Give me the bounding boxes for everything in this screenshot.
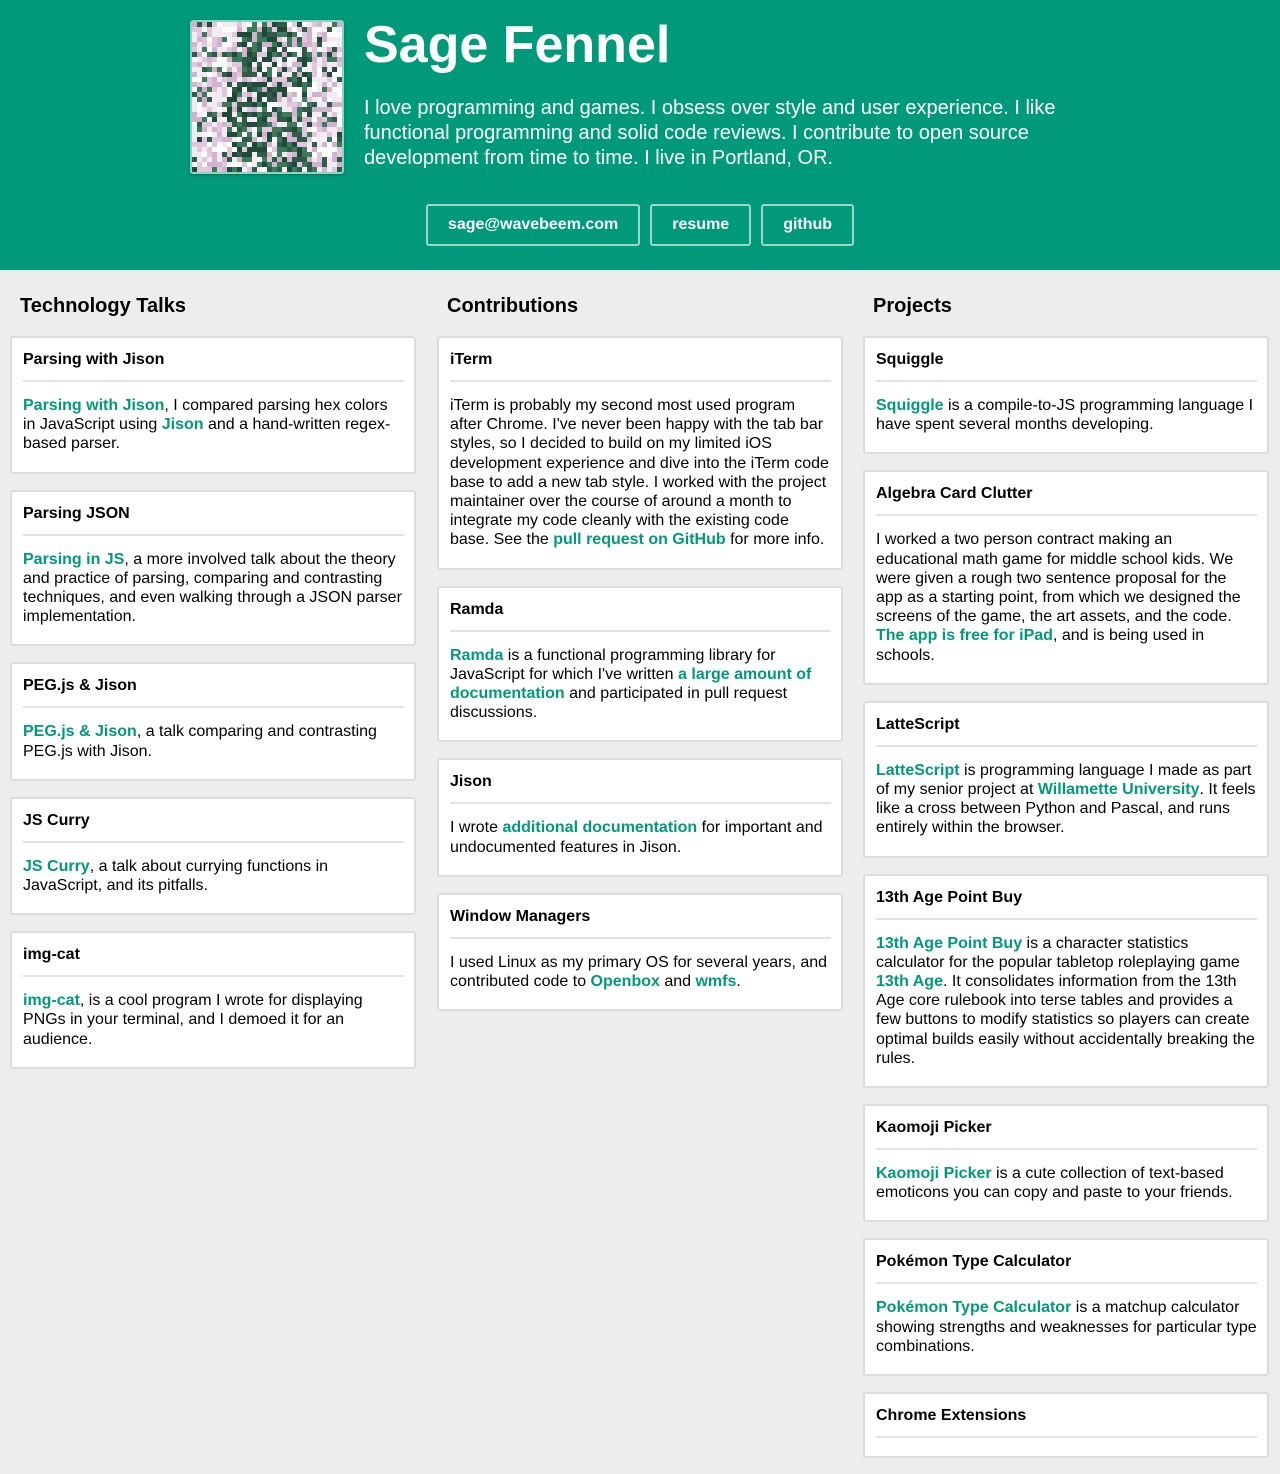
card-title: 13th Age Point Buy — [876, 888, 1257, 920]
card-description — [23, 550, 404, 627]
card-description — [876, 396, 1257, 434]
card-algebra-card-clutter — [863, 470, 1269, 684]
column-title: Projects — [873, 295, 952, 317]
card-link[interactable]: Willamette University — [1037, 781, 1200, 799]
card-title: Algebra Card Clutter — [876, 484, 1257, 516]
card-title: Ramda — [450, 600, 831, 632]
card-link[interactable]: 13th Age — [876, 973, 943, 991]
card-text: , a talk about currying functions in JavaScript, and its pitfalls. — [23, 857, 329, 895]
card-link[interactable]: pull request on GitHub — [553, 531, 726, 549]
card-parsing-json — [10, 490, 416, 647]
column-title: Contributions — [447, 295, 579, 317]
card-link[interactable]: Parsing with Jison — [23, 397, 165, 414]
card-link[interactable]: a large amount of documentation — [450, 665, 812, 703]
card-description — [450, 818, 831, 856]
card-text: and — [659, 973, 696, 991]
card-text: , and is being used in schools. — [876, 627, 1205, 664]
card-title: Kaomoji Picker — [876, 1118, 1257, 1150]
card-ramda — [437, 586, 843, 743]
card-peg-js-jison — [10, 662, 416, 780]
card-link[interactable]: Jison — [161, 416, 204, 434]
card-title: Parsing JSON — [23, 504, 404, 536]
card-window-managers — [437, 893, 843, 1011]
card-description — [876, 761, 1257, 838]
card-description — [23, 857, 404, 895]
bio-text: I love programming and games. I obsess over style and user experience. I like functional programming and solid code reviews. I contribute to open source development from time to time. I live in Portland, OR. — [364, 97, 1056, 169]
card-description — [876, 1298, 1257, 1356]
card-link[interactable]: PEG.js & Jison — [23, 723, 137, 741]
card-text: . It consolidates information from the 13th Age core rulebook into terse tables and provides a few buttons to modify statistics so players can create optimal builds easily without accidentally breaking the rules. — [876, 973, 1255, 1067]
card-text: for more info. — [725, 531, 825, 549]
column-talks — [10, 270, 416, 1085]
card-text: is a functional programming library for JavaScript for which I've written — [450, 646, 776, 683]
card-description — [23, 722, 404, 760]
card-link[interactable]: 13th Age Point Buy — [876, 934, 1023, 952]
card-text: is a matchup calculator showing strengths and weaknesses for particular type combinations. — [876, 1299, 1257, 1355]
card-kaomoji-picker — [863, 1104, 1269, 1222]
card-squiggle — [863, 336, 1269, 454]
card-title: Window Managers — [450, 907, 831, 939]
card-text: , a talk comparing and contrasting PEG.js with Jison. — [23, 723, 377, 760]
avatar — [190, 20, 344, 174]
card-title: JS Curry — [23, 811, 404, 843]
card-title: Squiggle — [876, 350, 1257, 382]
card-link[interactable]: Kaomoji Picker — [876, 1165, 992, 1183]
card-text: is a cute collection of text-based emoticons you can copy and paste to your friends. — [876, 1165, 1233, 1202]
card-text: , I compared parsing hex colors in JavaScript using — [23, 397, 388, 434]
card-description — [450, 396, 831, 550]
email-button[interactable]: sage@wavebeem.com — [426, 204, 640, 246]
card-iterm — [437, 336, 843, 570]
card-link[interactable]: additional documentation — [502, 819, 698, 837]
card-text: iTerm is probably my second most used program after Chrome. I've never been happy with the tab bar styles, so I decided to build on my limited iOS development experience and dive into the iTerm code base to add a new tab style. I worked with the project maintainer over the course of around a month to integrate my code cleanly with the existing code base. See the — [450, 397, 829, 549]
site-header — [0, 0, 1280, 270]
card-title: Parsing with Jison — [23, 350, 404, 382]
card-img-cat — [10, 931, 416, 1069]
card-text: for important and undocumented features in Jison. — [450, 819, 823, 856]
card-link[interactable]: The app is free for iPad — [876, 627, 1053, 645]
card-text: I worked a two person contract making an educational math game for middle school kids. We were given a rough two sentence proposal for the app as a starting point, from which we designed the screens of the game, the art assets, and the code. — [876, 531, 1241, 626]
card-link[interactable]: Parsing in JS — [23, 550, 125, 568]
card-text: and participated in pull request discussions. — [450, 685, 788, 722]
card-text: I wrote — [450, 819, 503, 837]
card-link[interactable]: Openbox — [590, 973, 660, 991]
card-text: is programming language I made as part of my senior project at — [876, 761, 1252, 799]
resume-button[interactable]: resume — [650, 204, 751, 246]
card-pok-mon-type-calculator — [863, 1238, 1269, 1376]
card-description — [23, 396, 404, 454]
card-text: is a compile-to-JS programming language I have spent several months developing. — [876, 397, 1254, 434]
card-title: Jison — [450, 772, 831, 804]
card-text: , a more involved talk about the theory and practice of parsing, comparing and contrasting techniques, and even walking through a JSON parser implementation. — [23, 550, 402, 626]
github-button[interactable]: github — [761, 204, 854, 246]
card-text: and a hand-written regex-based parser. — [23, 416, 391, 453]
card-js-curry — [10, 797, 416, 915]
card-description — [450, 646, 831, 723]
card-title: img-cat — [23, 945, 404, 977]
card-title: Pokémon Type Calculator — [876, 1252, 1257, 1284]
card-title: Chrome Extensions — [876, 1406, 1257, 1438]
card-link[interactable]: img-cat — [23, 992, 80, 1010]
card-text: . — [736, 973, 741, 991]
card-description — [876, 934, 1257, 1068]
card-text: , is a cool program I wrote for displaying PNGs in your terminal, and I demoed it for an audience. — [23, 992, 363, 1048]
card-lattescript — [863, 701, 1269, 858]
card-parsing-with-jison — [10, 336, 416, 474]
page-title: Sage Fennel — [364, 16, 671, 74]
card-title: PEG.js & Jison — [23, 676, 404, 708]
card-text: . It feels like a cross between Python and Pascal, and runs entirely within the browser. — [876, 781, 1256, 837]
card-link[interactable]: JS Curry — [23, 857, 90, 875]
column-projects — [863, 270, 1269, 1474]
card-text: I used Linux as my primary OS for several years, and contributed code to — [450, 953, 828, 991]
column-contributions — [437, 270, 843, 1027]
card-title: iTerm — [450, 350, 831, 382]
card-link[interactable]: wmfs — [695, 973, 737, 991]
card-list — [10, 336, 416, 1069]
card-list — [863, 336, 1269, 1458]
card-jison — [437, 758, 843, 876]
card-description — [23, 991, 404, 1049]
card-13th-age-point-buy — [863, 874, 1269, 1088]
card-chrome-extensions — [863, 1392, 1269, 1458]
card-link[interactable]: Ramda — [450, 646, 504, 664]
card-link[interactable]: Squiggle — [876, 397, 944, 414]
card-description — [876, 1164, 1257, 1202]
card-list — [437, 336, 843, 1011]
card-text: is a character statistics calculator for the popular tabletop roleplaying game — [876, 934, 1240, 971]
card-description — [450, 953, 831, 991]
card-link[interactable]: LatteScript — [876, 761, 960, 779]
card-title: LatteScript — [876, 715, 1257, 747]
card-description — [876, 530, 1257, 664]
card-link[interactable]: Pokémon Type Calculator — [876, 1299, 1072, 1317]
column-title: Technology Talks — [20, 295, 186, 317]
header-links — [0, 204, 1280, 246]
